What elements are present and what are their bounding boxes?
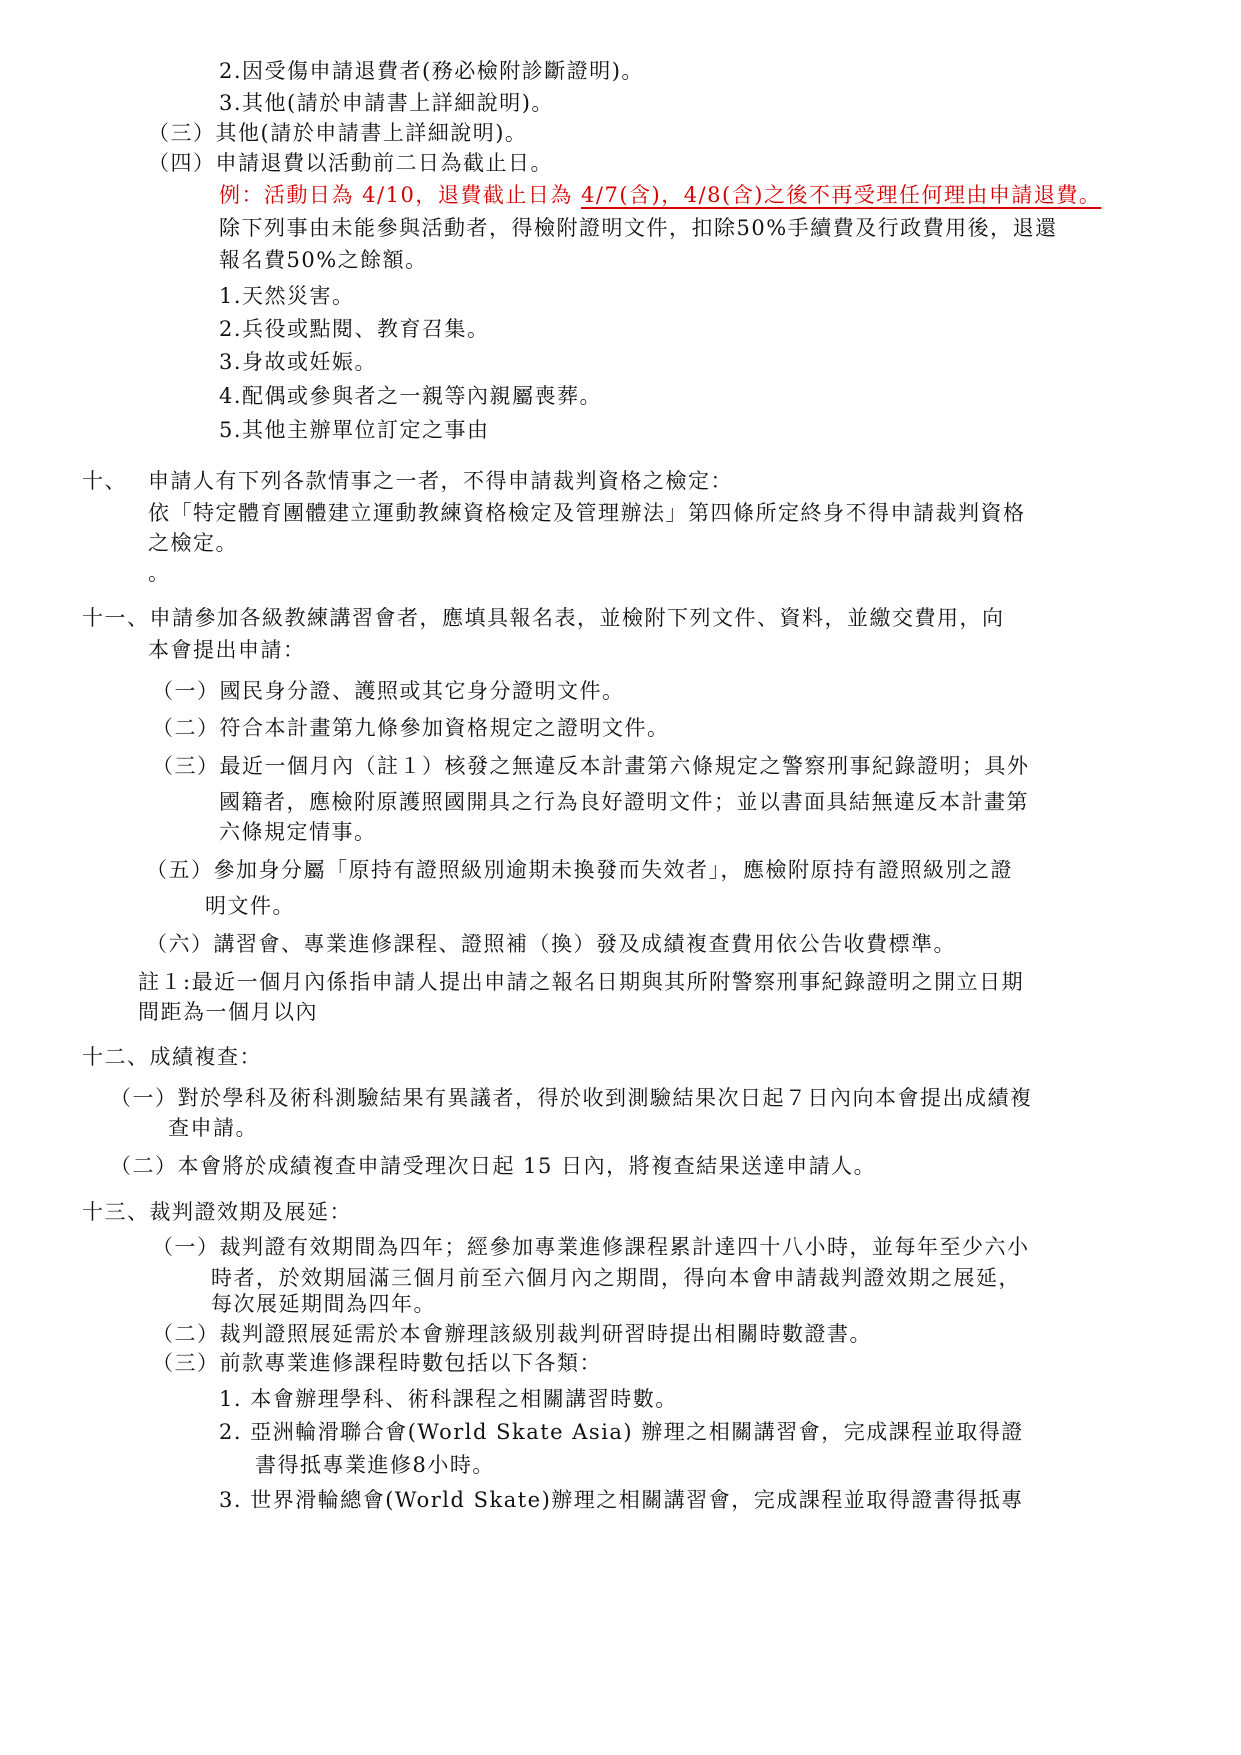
refund-note-line2: 報名費50%之餘額。	[219, 248, 428, 272]
refund-sub-4: （四）申請退費以活動前二日為截止日。	[148, 151, 553, 175]
refund-note-line1: 除下列事由未能參與活動者，得檢附證明文件，扣除50%手續費及行政費用後，退還	[219, 216, 1058, 240]
section-11-note-line2: 間距為一個月以內	[138, 1000, 318, 1024]
section-13-item-1-line2: 時者，於效期屆滿三個月前至六個月內之期間，得向本會申請裁判證效期之展延，	[211, 1266, 1021, 1290]
section-10-line3: 之檢定。	[148, 531, 238, 555]
section-10-number: 十、	[82, 469, 127, 493]
reason-3: 3.身故或妊娠。	[219, 350, 378, 374]
section-12-heading: 十二、成績複查：	[82, 1045, 262, 1069]
section-12-item-1-line2: 查申請。	[168, 1116, 258, 1140]
section-11-line2: 本會提出申請：	[148, 638, 306, 662]
refund-example	[219, 180, 1101, 210]
section-11-item-5-line1: （五）參加身分屬「原持有證照級別逾期未換發而失效者」，應檢附原持有證照級別之證	[146, 858, 1013, 882]
refund-example-prefix: 例：活動日為 4/10，退費截止日為	[219, 183, 582, 207]
section-13-item-2: （二）裁判證照展延需於本會辦理該級別裁判研習時提出相關時數證書。	[152, 1322, 872, 1346]
section-11-item-5-line2: 明文件。	[205, 894, 295, 918]
section-11-item-3-line1: （三）最近一個月內（註１）核發之無違反本計畫第六條規定之警察刑事紀錄證明；具外	[152, 754, 1030, 778]
section-13-heading: 十三、裁判證效期及展延：	[82, 1200, 352, 1224]
section-11-item-1: （一）國民身分證、護照或其它身分證明文件。	[152, 679, 625, 703]
section-11-item-3-line2: 國籍者，應檢附原護照國開具之行為良好證明文件；並以書面具結無違反本計畫第	[219, 790, 1029, 814]
section-13-item-3: （三）前款專業進修課程時數包括以下各類：	[152, 1351, 602, 1375]
section-13-list-1: 1. 本會辦理學科、術科課程之相關講習時數。	[219, 1387, 678, 1411]
section-11-heading: 十一、申請參加各級教練講習會者，應填具報名表，並檢附下列文件、資料，並繳交費用，向	[82, 606, 1005, 630]
section-10-heading: 申請人有下列各款情事之一者，不得申請裁判資格之檢定：	[148, 469, 733, 493]
refund-item-2: 2.因受傷申請退費者(務必檢附診斷證明)。	[219, 59, 644, 83]
section-10-line4: 。	[148, 561, 171, 585]
section-13-item-1-line3: 每次展延期間為四年。	[211, 1292, 436, 1316]
section-11-item-6: （六）講習會、專業進修課程、證照補（換）發及成績複查費用依公告收費標準。	[146, 932, 956, 956]
refund-item-3: 3.其他(請於申請書上詳細說明)。	[219, 91, 554, 115]
reason-4: 4.配偶或參與者之一親等內親屬喪葬。	[219, 384, 603, 408]
section-11-item-3-line3: 六條規定情事。	[219, 820, 377, 844]
section-13-list-2-line2: 書得抵專業進修8小時。	[255, 1453, 495, 1477]
section-13-list-2-line1: 2. 亞洲輪滑聯合會(World Skate Asia) 辦理之相關講習會，完成課程並取得證	[219, 1420, 1024, 1444]
refund-example-deadline: 4/7(含)，4/8(含)之後不再受理任何理由申請退費。	[581, 183, 1102, 207]
section-11-note-line1: 註１:最近一個月內係指申請人提出申請之報名日期與其所附警察刑事紀錄證明之開立日期	[138, 970, 1025, 994]
section-11-item-2: （二）符合本計畫第九條參加資格規定之證明文件。	[152, 716, 670, 740]
section-10-line2: 依「特定體育團體建立運動教練資格檢定及管理辦法」第四條所定終身不得申請裁判資格	[148, 501, 1026, 525]
reason-5: 5.其他主辦單位訂定之事由	[219, 418, 490, 442]
refund-sub-3: （三）其他(請於申請書上詳細說明)。	[148, 121, 528, 145]
section-12-item-2: （二）本會將於成績複查申請受理次日起 15 日內，將複查結果送達申請人。	[110, 1154, 877, 1178]
section-13-item-1-line1: （一）裁判證有效期間為四年；經參加專業進修課程累計達四十八小時，並每年至少六小	[152, 1235, 1030, 1259]
section-13-list-3: 3. 世界滑輪總會(World Skate)辦理之相關講習會，完成課程並取得證書得抵專	[219, 1488, 1024, 1512]
section-12-item-1-line1: （一）對於學科及術科測驗結果有異議者，得於收到測驗結果次日起７日內向本會提出成績複	[110, 1086, 1033, 1110]
reason-1: 1.天然災害。	[219, 284, 355, 308]
reason-2: 2.兵役或點閱、教育召集。	[219, 317, 490, 341]
